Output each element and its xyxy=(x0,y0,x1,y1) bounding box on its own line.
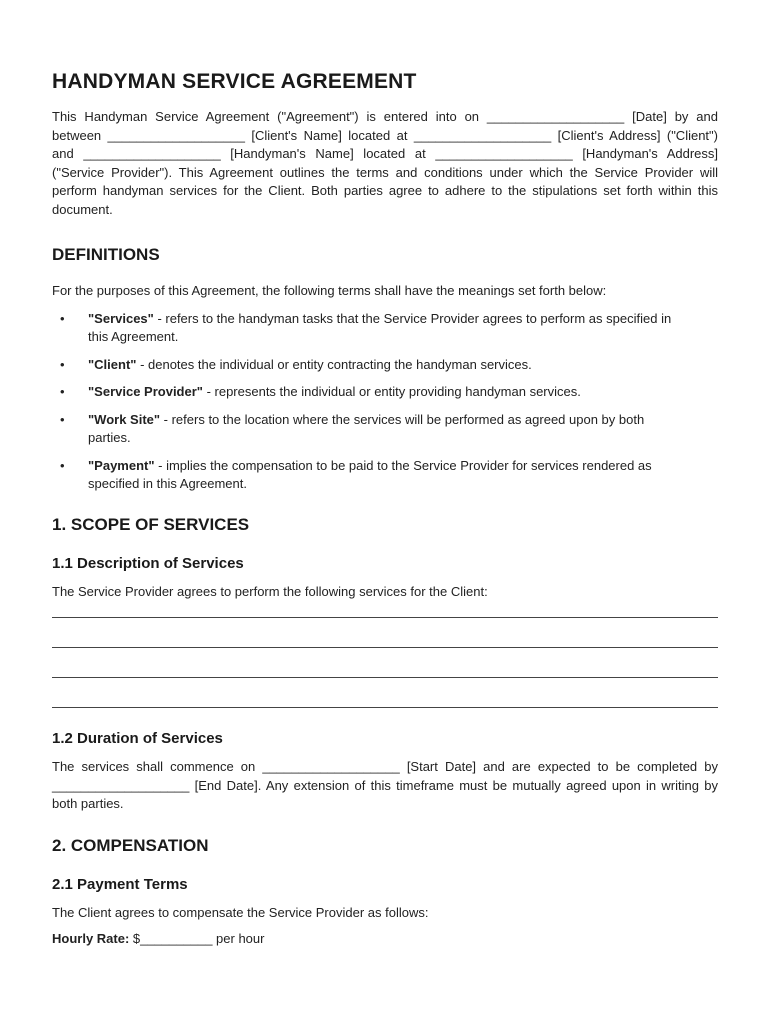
document-page xyxy=(52,70,718,949)
scope-heading: 1. SCOPE OF SERVICES xyxy=(52,514,250,534)
list-item xyxy=(52,310,718,347)
list-item xyxy=(52,411,718,448)
description-subheading: 1.1 Description of Services xyxy=(52,554,244,572)
bullet-icon: • xyxy=(60,384,65,399)
hourly-rate-line xyxy=(52,930,718,949)
services-blank-lines xyxy=(52,616,718,708)
definition-text: - denotes the individual or entity contracting the handyman services. xyxy=(136,356,532,372)
list-item xyxy=(52,356,718,375)
blank-line[interactable] xyxy=(52,646,718,648)
list-item xyxy=(52,457,718,494)
definition-term: "Services" xyxy=(88,310,154,326)
definitions-lead: For the purposes of this Agreement, the following terms shall have the meanings set forth below: xyxy=(52,283,607,298)
hourly-rate-value: $__________ per hour xyxy=(129,931,265,946)
definition-text: - represents the individual or entity providing handyman services. xyxy=(202,384,581,399)
payment-terms-subheading: 2.1 Payment Terms xyxy=(52,875,188,893)
bullet-icon: • xyxy=(60,457,65,473)
duration-text: The services shall commence on ___________________ [Start Date] and are expected to be completed by ___________________ [End Date]. Any extension of this timeframe must be mutually agreed upon in writing by both parties. xyxy=(52,759,718,811)
hourly-rate-label: Hourly Rate: xyxy=(52,931,130,946)
definitions-heading: DEFINITIONS xyxy=(52,245,160,264)
blank-line[interactable] xyxy=(52,676,718,678)
definition-term: "Work Site" xyxy=(88,411,161,427)
definition-term: "Payment" xyxy=(88,457,155,473)
description-text: The Service Provider agrees to perform the following services for the Client: xyxy=(52,583,488,599)
payment-terms-text: The Client agrees to compensate the Service Provider as follows: xyxy=(52,904,429,920)
list-item xyxy=(52,383,718,402)
compensation-heading: 2. COMPENSATION xyxy=(52,835,209,855)
document-title: HANDYMAN SERVICE AGREEMENT xyxy=(52,70,417,93)
blank-line[interactable] xyxy=(52,706,718,708)
duration-subheading: 1.2 Duration of Services xyxy=(52,730,223,747)
definition-term: "Client" xyxy=(88,356,137,372)
definition-text: - implies the compensation to be paid to the Service Provider for services rendered as specified in this Agreement. xyxy=(88,457,652,491)
definition-term: "Service Provider" xyxy=(88,384,203,399)
intro-paragraph: This Handyman Service Agreement ("Agreement") is entered into on ___________________ [Date] by and between ___________________ [Client's Name] located at ___________________ [Client's Address] ("Client") and ___________________ [Handyman's Name] located at ___________________ [Handyman's Address] ("Service Provider"). This Agreement outlines the terms and conditions under which the Service Provider will perform handyman services for the Client. Both parties agree to adhere to the stipulations set forth within this document. xyxy=(52,109,718,217)
bullet-icon: • xyxy=(60,310,65,326)
blank-line[interactable] xyxy=(52,616,718,618)
definitions-list xyxy=(52,310,718,494)
definition-text: - refers to the location where the services will be performed as agreed upon by both parties. xyxy=(88,411,645,445)
definition-text: - refers to the handyman tasks that the Service Provider agrees to perform as specified in this Agreement. xyxy=(88,310,672,344)
bullet-icon: • xyxy=(60,411,65,427)
bullet-icon: • xyxy=(60,356,65,372)
